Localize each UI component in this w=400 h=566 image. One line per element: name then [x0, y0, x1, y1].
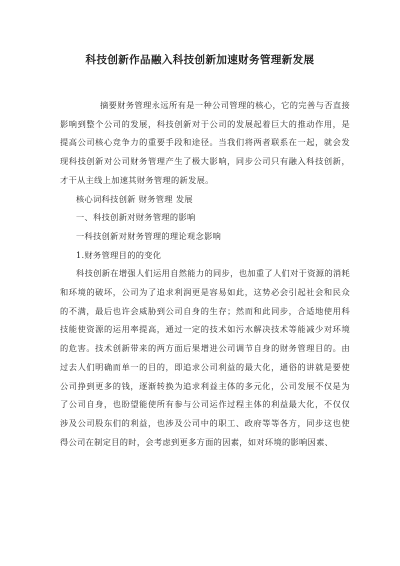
section-heading: 一、科技创新对财务管理的影响	[76, 212, 196, 223]
point-heading: 1.财务管理目的的变化	[76, 249, 162, 260]
subsection-heading: 一科技创新对财务管理的理论观念影响	[76, 230, 222, 241]
keywords-line: 核心词科技创新 财务管理 发展	[76, 193, 193, 204]
document-body	[60, 96, 350, 451]
abstract-paragraph: 摘要财务管理永远所有是一种公司管理的核心，它的完善与否直接影响到整个公司的发展，科技创新对于公司的发展起着巨大的推动作用，是提高公司核心竞争力的重要手段和途径。当我们将两者联系在一起，就会发现科技创新对公司财务管理产生了极大影响，同步公司只有融入科技创新，才干从主线上加速其财务管理的新发展。	[60, 100, 350, 185]
document-title: 科技创新作品融入科技创新加速财务管理新发展	[85, 54, 315, 66]
body-paragraph: 科技创新在增强人们运用自然能力的同步，也加重了人们对于资源的消耗和环境的破坏，公司为了追求利润更是容易如此，这势必会引起社会和民众的不满，最后也许会威胁到公司自身的生存；然而和此同步，合适地使用科技能使资源的运用率提高，通过一定的技术如污水解决技术等能减少对环境的危害。技术创新带来的两方面后果增进公司调节自身的财务管理目的。由过去人们明确而单一的目的，即追求公司利益的最大化，通俗的讲就是要使公司挣到更多的钱，逐渐转换为追求利益主体的多元化，公司发展不仅是为了公司自身，也盼望能使所有参与公司运作过程主体的利益最大化，不仅仅涉及公司股东们的利益，也涉及公司中的职工、政府等等各方，同步这也使得公司在制定目的时，会考虑到更多方面的因素，如对环境的影响因素、	[60, 268, 350, 447]
